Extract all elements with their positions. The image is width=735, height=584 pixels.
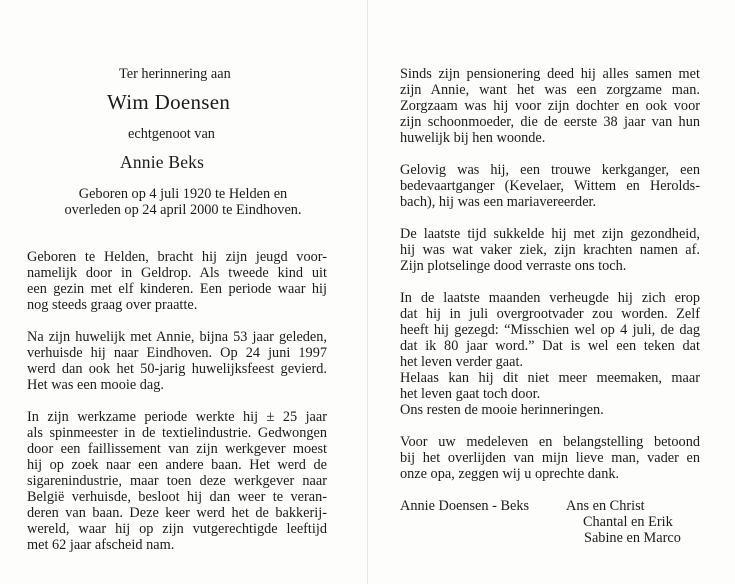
paragraph-line: Gelovig was hij, een trouwe kerkganger, een bbox=[400, 162, 700, 178]
paragraph-line: Helaas kan hij dit niet meer meemaken, maar bbox=[400, 370, 700, 386]
paragraph-line: een gezin met elf kinderen. Een periode waar hij bbox=[27, 281, 327, 297]
paragraph-line: met 62 jaar afscheid nam. bbox=[27, 537, 175, 553]
signature-family: Sabine en Marco bbox=[584, 530, 681, 546]
signature-family: Ans en Christ bbox=[566, 498, 645, 514]
paragraph-line: Zijn plotselinge dood verraste ons toch. bbox=[400, 258, 627, 274]
spouse-name: Annie Beks bbox=[120, 152, 205, 172]
paragraph-line: als spinmeester in de textielindustrie. Gedwongen bbox=[27, 425, 327, 441]
thanks-line: onze opa, zeggen wij u oprechte dank. bbox=[400, 466, 620, 482]
paragraph-line: In zijn werkzame periode werkte hij ± 25 jaar bbox=[27, 409, 327, 425]
signature-widow: Annie Doensen - Beks bbox=[400, 498, 530, 514]
paragraph-line: deren van baan. Deze keer werd het de bakkerij- bbox=[27, 505, 327, 521]
signature-family: Chantal en Erik bbox=[583, 514, 673, 530]
paragraph-line: dat ik 80 jaar word.” Dat is wel een teken dat bbox=[400, 338, 700, 354]
paragraph-line: sigarenindustrie, maar toen deze werkgever naar bbox=[27, 473, 327, 489]
deceased-name: Wim Doensen bbox=[107, 90, 231, 114]
relation-text: echtgenoot van bbox=[128, 126, 215, 142]
thanks-line: bij het overlijden van mijn lieve man, vader en bbox=[400, 450, 700, 466]
paragraph-line: bach), hij was een mariavereerder. bbox=[400, 194, 597, 210]
paragraph-line: door een faillissement van zijn werkgever moest bbox=[27, 441, 327, 457]
paragraph-line: het leven verder gaat. bbox=[400, 354, 524, 370]
intro-text: Ter herinnering aan bbox=[119, 66, 231, 82]
paragraph-line: het leven gaat toch door. bbox=[400, 386, 541, 402]
paragraph-line: België verhuisde, besloot hij dan weer te veran- bbox=[27, 489, 327, 505]
paragraph-line: verhuisde hij naar Eindhoven. Op 24 juni 1997 bbox=[27, 345, 327, 361]
paragraph-line: wereld, waar hij op zijn vutgerechtigde leeftijd bbox=[27, 521, 327, 537]
paragraph-line: werd dan ook het 50-jarig huwelijksfeest gevierd. bbox=[27, 361, 327, 377]
paragraph-line: Sinds zijn pensionering deed hij alles samen met bbox=[400, 66, 700, 82]
paragraph-line: Na zijn huwelijk met Annie, bijna 53 jaar geleden, bbox=[27, 329, 327, 345]
paragraph-line: heeft hij gezegd: “Misschien wel op 4 juli, de dag bbox=[400, 322, 700, 338]
paragraph-line: nog steeds graag over praatte. bbox=[27, 297, 198, 313]
paragraph-line: dat hij in juli overgrootvader zou worden. Zelf bbox=[400, 306, 700, 322]
thanks-line: Voor uw medeleven en belangstelling betoond bbox=[400, 434, 700, 450]
paragraph-line: Zorgzaam was hij voor zijn dochter en ook voor bbox=[400, 98, 700, 114]
paragraph-line: zijn schoonmoeder, die de eerste 38 jaar van hun bbox=[400, 114, 700, 130]
paragraph-line: Ons resten de mooie herinneringen. bbox=[400, 402, 604, 418]
paragraph-line: zijn Annie, want het was een zorgzame man. bbox=[400, 82, 700, 98]
paragraph-line: hij was wat vaker ziek, zijn krachten namen af. bbox=[400, 242, 700, 258]
right-page bbox=[368, 0, 735, 584]
death-line: overleden op 24 april 2000 te Eindhoven. bbox=[64, 202, 302, 218]
paragraph-line: hij op zoek naar een andere baan. Het werd de bbox=[27, 457, 327, 473]
birth-line: Geboren op 4 juli 1920 te Helden en bbox=[78, 186, 288, 202]
paragraph-line: In de laatste maanden verheugde hij zich erop bbox=[400, 290, 700, 306]
paragraph-line: bedevaartganger (Kevelaer, Wittem en Herolds- bbox=[400, 178, 700, 194]
paragraph-line: Het was een mooie dag. bbox=[27, 377, 164, 393]
paragraph-line: namelijk door in Geldrop. Als tweede kind uit bbox=[27, 265, 327, 281]
paragraph-line: De laatste tijd sukkelde hij met zijn gezondheid, bbox=[400, 226, 700, 242]
paragraph-line: huwelijk bij hen woonde. bbox=[400, 130, 546, 146]
left-page bbox=[0, 0, 367, 584]
paragraph-line: Geboren te Helden, bracht hij zijn jeugd voor- bbox=[27, 249, 327, 265]
